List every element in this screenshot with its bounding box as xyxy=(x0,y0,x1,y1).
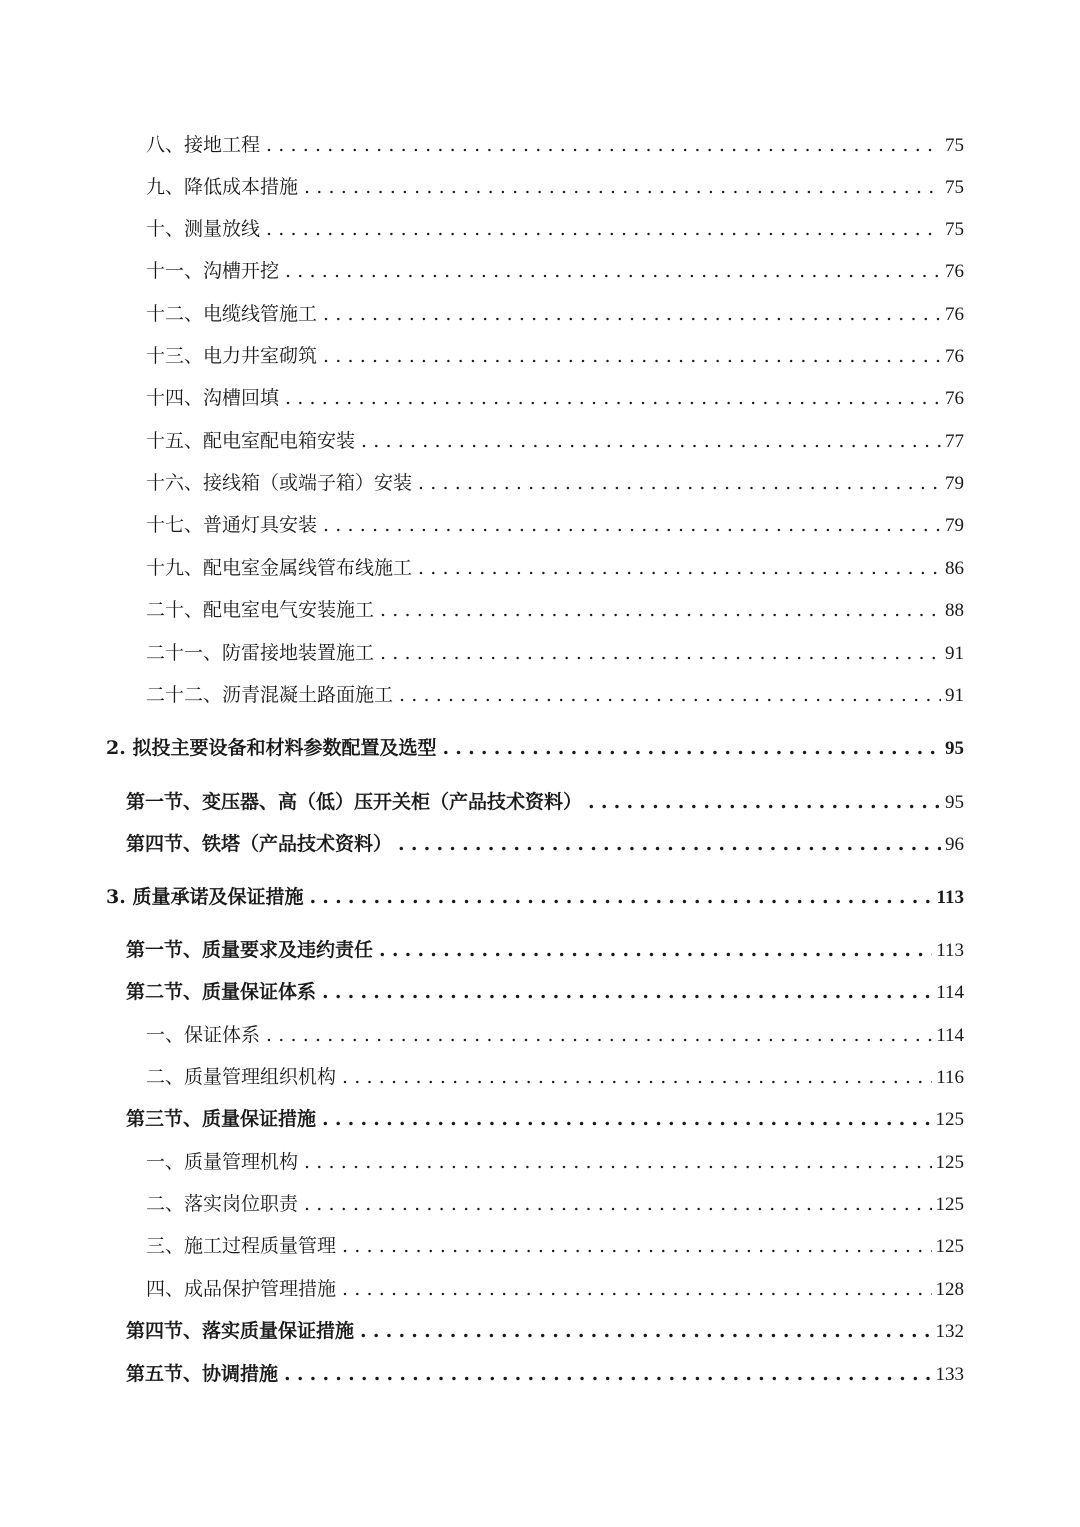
toc-entry-label: 十二、电缆线管施工 xyxy=(146,303,318,325)
toc-dot-leader xyxy=(284,1359,931,1389)
toc-section-label: 第一节、变压器、高（低）压开关柜（产品技术资料） xyxy=(126,791,583,813)
toc-page-number: 113 xyxy=(936,887,964,908)
toc-dot-leader xyxy=(323,299,941,329)
toc-entry[interactable] xyxy=(146,214,964,244)
toc-dot-leader xyxy=(398,829,941,859)
toc-page-number: 95 xyxy=(945,792,964,813)
toc-page-number: 91 xyxy=(945,685,964,706)
toc-entry[interactable] xyxy=(146,130,964,160)
toc-entry[interactable] xyxy=(146,680,964,710)
toc-dot-leader xyxy=(380,595,941,625)
toc-dot-leader xyxy=(285,383,941,413)
toc-dot-leader xyxy=(304,1189,931,1219)
toc-entry[interactable] xyxy=(146,426,964,456)
toc-page-number: 125 xyxy=(935,1236,964,1257)
toc-entry-label: 九、降低成本措施 xyxy=(146,176,299,198)
toc-entry-label: 四、成品保护管理措施 xyxy=(146,1278,337,1300)
toc-entry-label: 一、保证体系 xyxy=(146,1024,261,1046)
toc-entry[interactable] xyxy=(146,595,964,625)
toc-entry[interactable] xyxy=(146,1231,964,1261)
toc-page-number: 91 xyxy=(945,643,964,664)
toc-dot-leader xyxy=(342,1231,931,1261)
toc-page-number: 114 xyxy=(936,982,964,1003)
toc-dot-leader xyxy=(588,787,941,817)
toc-page-number: 77 xyxy=(945,431,964,452)
toc-entry-label: 二十一、防雷接地装置施工 xyxy=(146,642,375,664)
toc-dot-leader xyxy=(304,1147,931,1177)
toc-entry-label: 二十、配电室电气安装施工 xyxy=(146,599,375,621)
toc-page-number: 75 xyxy=(945,219,964,240)
toc-dot-leader xyxy=(342,1274,931,1304)
toc-entry-label: 一、质量管理机构 xyxy=(146,1151,299,1173)
toc-page-number: 125 xyxy=(935,1152,964,1173)
toc-page-number: 95 xyxy=(945,738,964,759)
toc-page-number: 114 xyxy=(936,1025,964,1046)
toc-section[interactable] xyxy=(126,1359,964,1389)
toc-entry-label: 三、施工过程质量管理 xyxy=(146,1235,337,1257)
toc-dot-leader xyxy=(309,882,932,912)
toc-section-label: 第四节、落实质量保证措施 xyxy=(126,1320,355,1342)
toc-dot-leader xyxy=(266,130,941,160)
toc-page-number: 75 xyxy=(945,177,964,198)
toc-page-number: 88 xyxy=(945,600,964,621)
toc-chapter[interactable] xyxy=(106,882,964,912)
toc-dot-leader xyxy=(361,426,941,456)
toc-chapter[interactable] xyxy=(106,733,964,763)
toc-entry[interactable] xyxy=(146,638,964,668)
toc-entry[interactable] xyxy=(146,383,964,413)
toc-page-number: 76 xyxy=(945,346,964,367)
toc-page-number: 125 xyxy=(935,1194,964,1215)
toc-dot-leader xyxy=(322,977,932,1007)
toc-entry-label: 十一、沟槽开挖 xyxy=(146,260,280,282)
toc-entry-label: 十三、电力井室砌筑 xyxy=(146,345,318,367)
toc-entry-label: 二十二、沥青混凝土路面施工 xyxy=(146,684,394,706)
toc-entry-label: 二、落实岗位职责 xyxy=(146,1193,299,1215)
toc-page-number: 116 xyxy=(936,1067,964,1088)
toc-entry-label: 十七、普通灯具安装 xyxy=(146,514,318,536)
toc-page-number: 86 xyxy=(945,558,964,579)
toc-page-number: 113 xyxy=(936,940,964,961)
toc-dot-leader xyxy=(342,1062,932,1092)
toc-entry-label: 十、测量放线 xyxy=(146,218,261,240)
toc-page-number: 75 xyxy=(945,135,964,156)
toc-dot-leader xyxy=(418,468,941,498)
toc-entry[interactable] xyxy=(146,172,964,202)
toc-section[interactable] xyxy=(126,935,964,965)
toc-dot-leader xyxy=(418,553,941,583)
toc-entry-label: 二、质量管理组织机构 xyxy=(146,1066,337,1088)
toc-chapter-label: 3. 质量承诺及保证措施 xyxy=(106,886,304,908)
toc-chapter-label: 2. 拟投主要设备和材料参数配置及选型 xyxy=(106,737,437,759)
toc-section[interactable] xyxy=(126,829,964,859)
toc-page-number: 128 xyxy=(935,1279,964,1300)
toc-page-number: 132 xyxy=(935,1321,964,1342)
toc-entry-label: 十四、沟槽回填 xyxy=(146,387,280,409)
toc-dot-leader xyxy=(323,341,941,371)
toc-page-number: 76 xyxy=(945,261,964,282)
toc-page-number: 79 xyxy=(945,515,964,536)
toc-section-label: 第三节、质量保证措施 xyxy=(126,1108,317,1130)
toc-entry[interactable] xyxy=(146,1147,964,1177)
toc-section[interactable] xyxy=(126,1104,964,1134)
toc-page-number: 76 xyxy=(945,388,964,409)
toc-section-label: 第四节、铁塔（产品技术资料） xyxy=(126,833,393,855)
toc-page-number: 125 xyxy=(935,1109,964,1130)
toc-entry-label: 十六、接线箱（或端子箱）安装 xyxy=(146,472,413,494)
toc-section-label: 第五节、协调措施 xyxy=(126,1363,279,1385)
toc-entry[interactable] xyxy=(146,553,964,583)
toc-section-label: 第一节、质量要求及违约责任 xyxy=(126,939,374,961)
toc-section[interactable] xyxy=(126,977,964,1007)
toc-entry[interactable] xyxy=(146,341,964,371)
toc-dot-leader xyxy=(442,733,941,763)
toc-dot-leader xyxy=(266,214,941,244)
toc-entry[interactable] xyxy=(146,510,964,540)
toc-page-number: 76 xyxy=(945,304,964,325)
toc-dot-leader xyxy=(285,256,941,286)
toc-entry[interactable] xyxy=(146,1062,964,1092)
toc-entry[interactable] xyxy=(146,1020,964,1050)
toc-section[interactable] xyxy=(126,787,964,817)
toc-dot-leader xyxy=(360,1316,931,1346)
toc-dot-leader xyxy=(399,680,941,710)
toc-dot-leader xyxy=(322,1104,931,1134)
toc-entry-label: 十五、配电室配电箱安装 xyxy=(146,430,356,452)
toc-page-number: 133 xyxy=(935,1364,964,1385)
toc-dot-leader xyxy=(323,510,941,540)
toc-section-label: 第二节、质量保证体系 xyxy=(126,981,317,1003)
toc-dot-leader xyxy=(380,638,941,668)
toc-entry[interactable] xyxy=(146,468,964,498)
toc-dot-leader xyxy=(304,172,941,202)
toc-entry[interactable] xyxy=(146,1274,964,1304)
toc-entry-label: 八、接地工程 xyxy=(146,134,261,156)
toc-section[interactable] xyxy=(126,1316,964,1346)
toc-dot-leader xyxy=(379,935,932,965)
toc-entry[interactable] xyxy=(146,256,964,286)
toc-entry[interactable] xyxy=(146,1189,964,1219)
toc-entry-label: 十九、配电室金属线管布线施工 xyxy=(146,557,413,579)
toc-entry[interactable] xyxy=(146,299,964,329)
toc-page-number: 96 xyxy=(945,834,964,855)
toc-dot-leader xyxy=(266,1020,932,1050)
toc-page-number: 79 xyxy=(945,473,964,494)
